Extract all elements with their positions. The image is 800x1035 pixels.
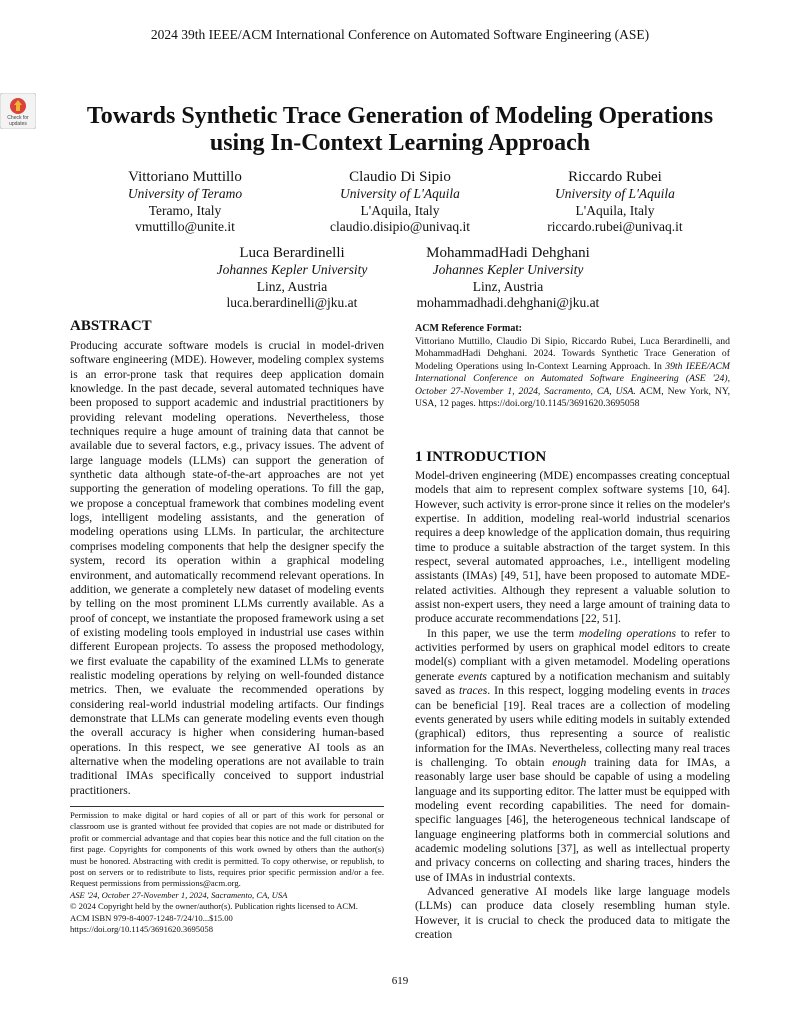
text-run: captured by a notification mechanism and suitably saved as	[415, 670, 730, 698]
badge-label: Check for updates	[7, 115, 29, 127]
text-run: training data for IMAs, a reasonably large user base should be capable of using a modeling language and its supporting editor. The latter must be equipped with modeling event recording capabilities. The need for domain-specific languages [46], the heterogeneous technical landscape of language engineering platforms both in commercial solutions and academic modeling solutions [37], as well as intellectual property and privacy concerns on collecting and sharing traces, hinders the use of IMAs in industrial contexts.	[415, 756, 730, 884]
intro-paragraph-2	[415, 627, 730, 885]
author-name: MohammadHadi Dehghani	[426, 245, 590, 261]
acm-ref-heading: ACM Reference Format:	[415, 323, 522, 334]
text-run: can be beneficial [19]. Real traces are a collection of modeling events generated by users while editing models in suitably extended (graphical) editors, thus representing a source of realistic information for the IMAs. Nevertheless, collecting many real traces is challenging. To obtain	[415, 699, 730, 769]
intro-paragraph-3: Advanced generative AI models like large language models (LLMs) can produce data closely resembling human style. However, it is crucial to check the produced data to mitigate the creation	[415, 885, 730, 941]
acm-ref-tail: ACM, New York, NY, USA, 12 pages. https://doi.org/10.1145/3691620.3695058	[415, 385, 730, 410]
author-location: Linz, Austria	[472, 278, 544, 294]
author-email[interactable]: vmuttillo@unite.it	[135, 219, 235, 235]
intro-body	[415, 469, 730, 942]
acm-ref-venue: 39th IEEE/ACM International Conference on Automated Software Engineering (ASE '24), October 27-November 1, 2024, Sacramento, CA, USA.	[415, 360, 730, 397]
author-location: L'Aquila, Italy	[360, 202, 440, 218]
author-name: Claudio Di Sipio	[349, 169, 451, 185]
isbn-line: ACM ISBN 979-8-4007-1248-7/24/10...$15.00	[70, 912, 233, 923]
acm-ref-text	[415, 336, 730, 410]
author-email[interactable]: riccardo.rubei@univaq.it	[547, 219, 683, 235]
author-block	[378, 245, 638, 312]
author-location: L'Aquila, Italy	[575, 202, 655, 218]
intro-heading: 1 INTRODUCTION	[415, 449, 547, 465]
emphasis: enough	[552, 756, 587, 769]
author-affiliation: University of L'Aquila	[555, 186, 675, 201]
abstract-text: Producing accurate software models is crucial in model-driven software engineering (MDE). However, modeling complex systems is an error-prone task that requires deep application domain knowledge. In the past decade, several automated techniques have been proposed to support academic and industrial practitioners by providing relevant modeling operations. Nevertheless, those techniques require a huge amount of training data that cannot be available due to several factors, e.g., privacy issues. The advent of large language models (LLMs) can support the generation of synthetic data although state-of-the-art approaches are not yet supporting the generation of modeling operations. To fill the gap, we propose a conceptual framework that combines modeling event logs, intelligent modeling assistants, and the generation of modeling operations using LLMs. In particular, the architecture comprises modeling components that help the designer specify the system, record its operation within a graphical modeling environment, and automatically recommend relevant operations. In addition, we generate a completely new dataset of modeling events by telling on the most prominent LLMs currently available. As a proof of concept, we instantiate the proposed framework using a set of existing modeling tools employed in industrial use cases within different European projects. To assess the proposed methodology, we first evaluate the capability of the examined LLMs to generate realistic modeling operations by relying on well-founded distance metrics. Then, we evaluate the recommended operations by considering real-world industrial modeling artifacts. Our findings demonstrate that LLMs can generate modeling events even though the overall accuracy is higher when considering human-based operations. In this respect, we see generative AI tools as an alternative when the modeling operations are not available to train traditional IMAs specifically conceived to support industrial practitioners.	[70, 340, 384, 797]
author-affiliation: Johannes Kepler University	[432, 262, 584, 277]
permission-notice	[70, 810, 384, 935]
author-name: Luca Berardinelli	[239, 245, 345, 261]
permission-text: Permission to make digital or hard copies of all or part of this work for personal or classroom use is granted without fee provided that copies are not made or distributed for profit or commercial advantage and that copies bear this notice and the full citation on the first page. Copyrights for components of this work owned by others than the author(s) must be honored. Abstracting with credit is permitted. To copy otherwise, or republish, to post on servers or to redistribute to lists, requires prior specific permission and/or a fee. Request permissions from permissions@acm.org.	[70, 810, 384, 889]
conference-header: 2024 39th IEEE/ACM International Conference on Automated Software Engineering (ASE)	[150, 27, 650, 42]
author-affiliation: Johannes Kepler University	[216, 262, 368, 277]
paper-title	[60, 103, 740, 157]
author-name: Riccardo Rubei	[568, 169, 662, 185]
author-email[interactable]: mohammadhadi.dehghani@jku.at	[416, 295, 600, 311]
emphasis: modeling operations	[578, 627, 676, 640]
emphasis: events	[458, 670, 487, 683]
text-run: to refer to activities performed by users on graphical model editors to create model(s) compliant with a given metamodel. Modeling operations generate	[415, 627, 730, 683]
doi-link[interactable]: https://doi.org/10.1145/3691620.3695058	[70, 924, 213, 935]
text-run: In this paper, we use the term	[427, 627, 579, 640]
author-email[interactable]: luca.berardinelli@jku.at	[226, 295, 358, 311]
author-name: Vittoriano Muttillo	[128, 169, 242, 185]
abstract-heading: ABSTRACT	[70, 318, 152, 334]
copyright-line: © 2024 Copyright held by the owner/author(s). Publication rights licensed to ACM.	[70, 901, 358, 912]
intro-paragraph-1: Model-driven engineering (MDE) encompasses creating conceptual models that aim to represent complex software systems [10, 64]. However, such activity is error-prone since it relies on the modeler's expertise. In addition, modeling real-world industrial scenarios requires a deep knowledge of the application domain, thus requiring time to produce a suitable abstraction of the target system. In this respect, several automated approaches, i.e., intelligent modeling assistants (IMAs) [49, 51], have been proposed to automate MDE-related activities. Although they represent a valuable solution to assist non-expert users, they need a large amount of training data to produce accurate recommendations [22, 51].	[415, 470, 730, 626]
text-run: . In this respect, logging modeling events in	[487, 685, 702, 698]
title-line-1: Towards Synthetic Trace Generation of Modeling Operations	[86, 103, 714, 129]
venue-line: ASE '24, October 27-November 1, 2024, Sacramento, CA, USA	[70, 889, 288, 900]
emphasis: traces	[701, 685, 731, 698]
title-line-2: using In-Context Learning Approach	[209, 130, 591, 156]
author-email[interactable]: claudio.disipio@univaq.it	[330, 219, 470, 235]
footnote-divider	[70, 806, 384, 807]
emphasis: traces	[459, 685, 488, 698]
check-for-updates-badge[interactable]	[0, 93, 36, 129]
author-affiliation: University of Teramo	[127, 186, 243, 201]
author-affiliation: University of L'Aquila	[340, 186, 460, 201]
author-location: Linz, Austria	[256, 278, 328, 294]
acm-ref-authors: Vittoriano Muttillo, Claudio Di Sipio, Riccardo Rubei, Luca Berardinelli, and MohammadHadi Dehghani. 2024. Towards Synthetic Trace Generation of Modeling Operations using In-Context Learning Approach. In	[415, 336, 730, 372]
author-location: Teramo, Italy	[148, 202, 222, 218]
page-number: 619	[391, 975, 409, 987]
author-block	[485, 169, 745, 236]
